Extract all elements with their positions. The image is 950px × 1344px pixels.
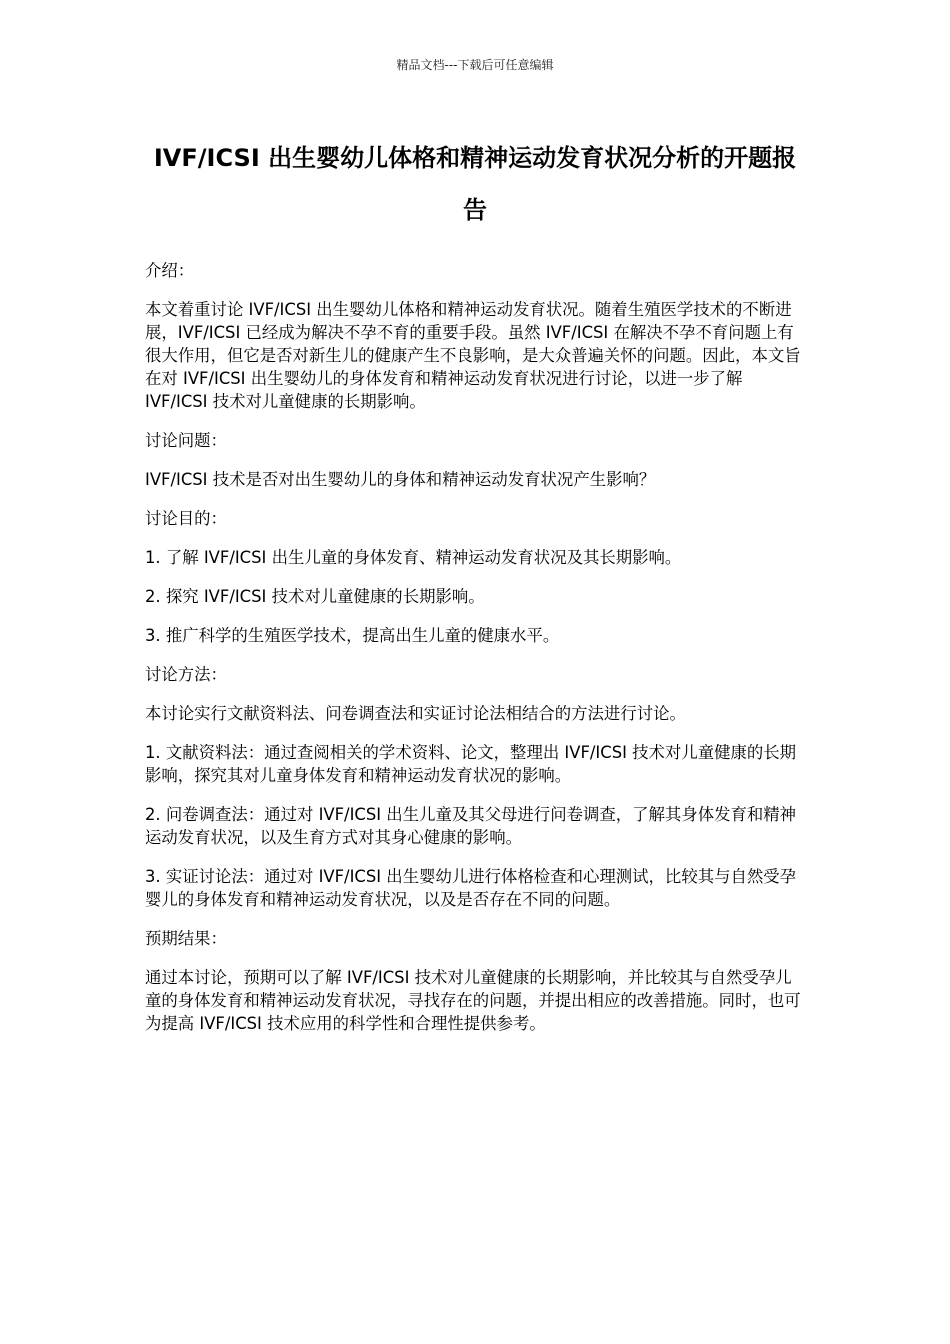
goal-item: 2. 探究 IVF/ICSI 技术对儿童健康的长期影响。 [145, 587, 485, 606]
method-item: 3. 实证讨论法：通过对 IVF/ICSI 出生婴幼儿进行体格检查和心理测试，比较其与自然受孕婴儿的身体发育和精神运动发育状况，以及是否存在不同的问题。 [145, 867, 797, 909]
results-heading: 预期结果： [145, 929, 227, 948]
question-paragraph: IVF/ICSI 技术是否对出生婴幼儿的身体和精神运动发育状况产生影响？ [145, 470, 656, 489]
method-item: 1. 文献资料法：通过查阅相关的学术资料、论文，整理出 IVF/ICSI 技术对儿童健康的长期影响，探究其对儿童身体发育和精神运动发育状况的影响。 [145, 743, 797, 785]
method-item: 2. 问卷调查法：通过对 IVF/ICSI 出生儿童及其父母进行问卷调查，了解其身体发育和精神运动发育状况，以及生育方式对其身心健康的影响。 [145, 805, 797, 847]
question-heading: 讨论问题： [145, 431, 227, 450]
intro-paragraph: 本文着重讨论 IVF/ICSI 出生婴幼儿体格和精神运动发育状况。随着生殖医学技术的不断进展，IVF/ICSI 已经成为解决不孕不育的重要手段。虽然 IVF/ICSI 在解决不孕不育问题上有很大作用，但它是否对新生儿的健康产生不良影响，是大众普遍关怀的问题。因此，本文旨在对 IVF/ICSI 出生婴幼儿的身体发育和精神运动发育状况进行讨论，以进一步了解 IVF/ICSI 技术对儿童健康的长期影响。 [145, 300, 801, 411]
intro-heading: 介绍： [145, 261, 195, 280]
goal-item: 3. 推广科学的生殖医学技术，提高出生儿童的健康水平。 [145, 626, 560, 645]
results-paragraph: 通过本讨论，预期可以了解 IVF/ICSI 技术对儿童健康的长期影响，并比较其与自然受孕儿童的身体发育和精神运动发育状况，寻找存在的问题，并提出相应的改善措施。同时，也可为提高 IVF/ICSI 技术应用的科学性和合理性提供参考。 [145, 968, 801, 1033]
methods-intro: 本讨论实行文献资料法、问卷调查法和实证讨论法相结合的方法进行讨论。 [145, 704, 686, 723]
goals-heading: 讨论目的： [145, 509, 227, 528]
methods-heading: 讨论方法： [145, 665, 227, 684]
document-body [145, 259, 805, 1051]
document-title: IVF/ICSI 出生婴幼儿体格和精神运动发育状况分析的开题报告 [153, 144, 797, 224]
goal-item: 1. 了解 IVF/ICSI 出生儿童的身体发育、精神运动发育状况及其长期影响。 [145, 548, 682, 567]
page-header: 精品文档---下载后可任意编辑 [396, 58, 554, 72]
